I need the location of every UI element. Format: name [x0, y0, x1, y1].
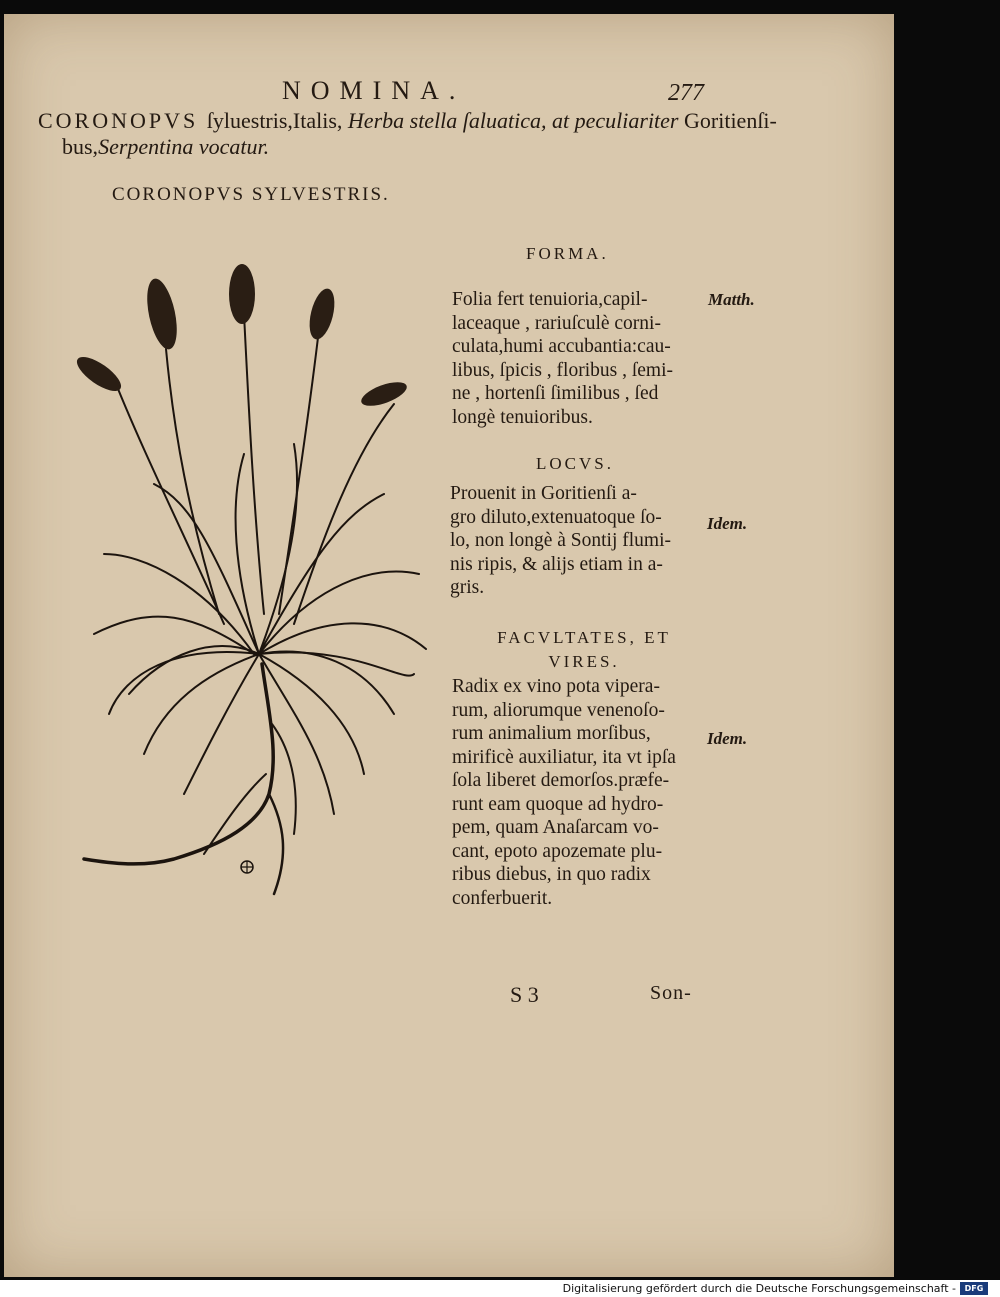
text-line: libus, ſpicis , floribus , ſemi- — [452, 359, 673, 381]
margin-note: Idem. — [707, 514, 748, 533]
figure-caption: CORONOPVS SYLVESTRIS. — [112, 184, 390, 205]
text-line: gris. — [450, 577, 485, 598]
header-plant-name: CORONOPVS — [38, 108, 207, 133]
catchword: Son- — [650, 982, 692, 1004]
text-line: ne , hortenſi ſimilibus , ſed — [452, 383, 659, 404]
text-line: Radix ex vino pota vipera- — [452, 676, 660, 697]
text-line: pem, quam Anaſarcam vo- — [452, 817, 659, 838]
header-text: Goritienſi- — [684, 108, 777, 133]
locus-paragraph — [450, 482, 671, 600]
plant-woodcut-illustration — [54, 254, 434, 914]
text-line: rum, aliorumque venenoſo- — [452, 699, 665, 721]
header-line — [62, 134, 269, 160]
text-line: ribus diebus, in quo radix — [452, 864, 651, 885]
header-italic-text: Serpentina vocatur. — [98, 134, 270, 159]
text-line: culata,humi accubantia:cau- — [452, 336, 671, 357]
running-title: NOMINA. — [282, 76, 466, 105]
margin-note: Idem. — [707, 729, 748, 748]
forma-paragraph — [452, 288, 673, 429]
header-text: ſyluestris,Italis, — [206, 108, 343, 133]
text-line: Prouenit in Goritienſi a- — [450, 483, 637, 504]
text-line: mirificè auxiliatur, ita vt ipſa — [452, 746, 676, 768]
text-line: runt eam quoque ad hydro- — [452, 793, 664, 815]
section-heading-forma: FORMA. — [526, 244, 609, 263]
text-line: Folia fert tenuioria,capil- — [452, 289, 648, 310]
text-line: conferbuerit. — [452, 887, 553, 909]
section-heading-locus: LOCVS. — [536, 454, 614, 473]
text-line: rum animalium morſibus, — [452, 723, 651, 744]
text-line: nis ripis, & alijs etiam in a- — [450, 553, 663, 575]
footer-credit-text: Digitalisierung gefördert durch die Deutsche Forschungsgemeinschaft - — [562, 1282, 956, 1295]
page-number: 277 — [668, 80, 704, 106]
text-line: laceaque , rariuſculè corni- — [452, 312, 661, 334]
signature-mark: S 3 — [510, 982, 539, 1007]
header-line — [38, 108, 777, 134]
dfg-logo: DFG — [960, 1282, 988, 1295]
section-heading-facultates: FACVLTATES, ET VIRES. — [497, 628, 671, 671]
text-line: lo, non longè à Sontij flumi- — [450, 530, 671, 551]
footer-bar — [0, 1280, 1000, 1297]
facultates-paragraph — [452, 675, 676, 910]
book-page — [4, 14, 894, 1277]
text-line: ſola liberet demorſos.præfe- — [452, 770, 670, 791]
text-line: cant, epoto apozemate plu- — [452, 840, 663, 862]
text-line: longè tenuioribus. — [452, 406, 593, 428]
margin-note: Matth. — [708, 290, 755, 309]
header-italic-text: Herba stella ſaluatica, at peculiariter — [347, 108, 684, 133]
text-line: gro diluto,extenuatoque ſo- — [450, 506, 662, 528]
header-text: bus, — [62, 134, 99, 159]
